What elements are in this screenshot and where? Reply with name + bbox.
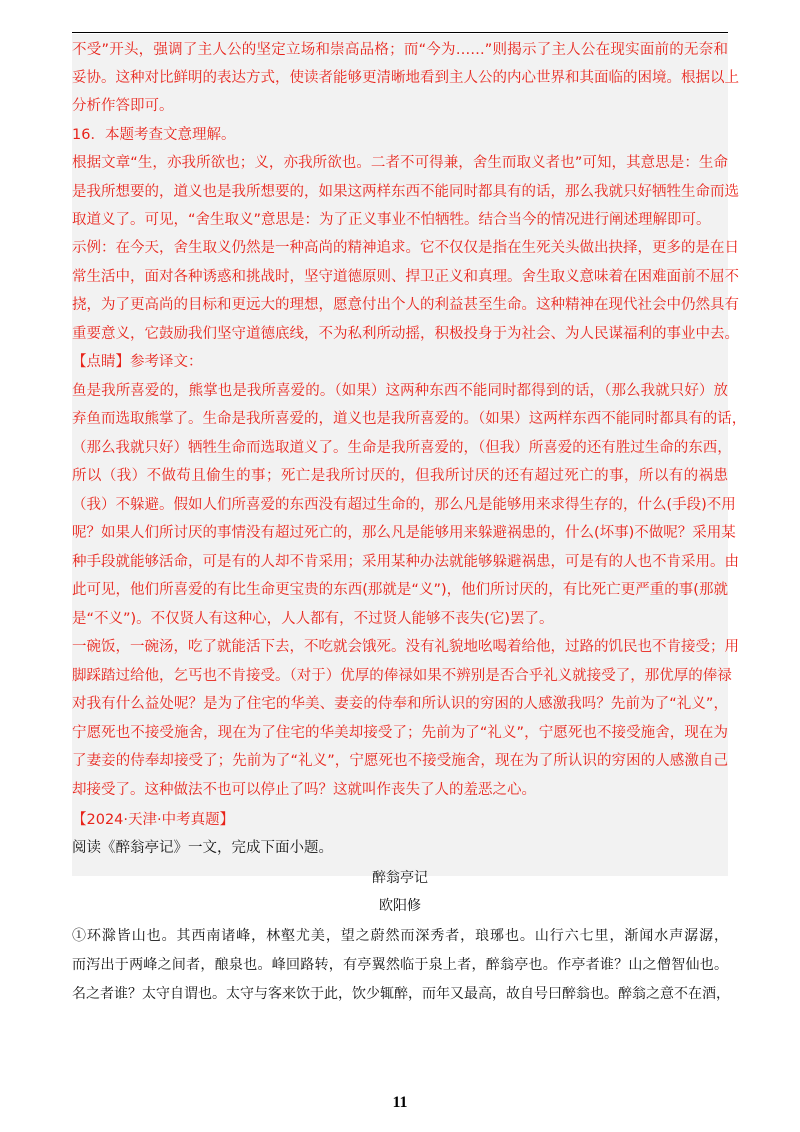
translation-line: 宁愿死也不接受施舍，现在为了住宅的华美却接受了；先前为了“礼义”，宁愿死也不接受施舍，现在为 [72,725,728,741]
essay-line: 而泻出于两峰之间者，酿泉也。峰回路转，有亭翼然临于泉上者，醉翁亭也。作亭者谁？山之僧智仙也。 [72,957,728,973]
essay-line: ①环滁皆山也。其西南诸峰，林壑尤美，望之蔚然而深秀者，琅琊也。山行六七里，渐闻水声潺潺， [72,928,728,944]
translation-line: 弃鱼而选取熊掌了。生命是我所喜爱的，道义也是我所喜爱的。（如果）这两样东西不能同时都具有的话， [72,411,747,427]
translation-line: 一碗饭，一碗汤，吃了就能活下去，不吃就会饿死。没有礼貌地吆喝着给他，过路的饥民也不肯接受；用 [72,639,739,655]
translation-line: 呢？如果人们所讨厌的事情没有超过死亡的，那么凡是能够用来躲避祸患的，什么(坏事)不做呢？采用某 [72,525,736,541]
essay-line: 名之者谁？太守自谓也。太守与客来饮于此，饮少辄醉，而年又最高，故自号曰醉翁也。醉翁之意不在酒， [72,986,730,1002]
source-tag: 【2024·天津·中考真题】 [72,812,235,828]
question-heading: 16．本题考查文意理解。 [72,127,236,143]
answer-line: 分析作答即可。 [72,98,174,114]
translation-line: 是“不义”)。不仅贤人有这种心，人人都有，不过贤人能够不丧失(它)罢了。 [72,611,554,627]
translation-line: 了妻妾的侍奉却接受了；先前为了“礼义”，宁愿死也不接受施舍，现在为了所认识的穷困的人感激自己 [72,753,728,769]
translation-line: 鱼是我所喜爱的，熊掌也是我所喜爱的。（如果）这两种东西不能同时都得到的话，（那么我就只好）放 [72,383,728,399]
answer-line: 重要意义，它鼓励我们坚守道德底线，不为私利所动摇，积极投身于为社会、为人民谋福利的事业中去。 [72,326,739,342]
answer-line: 不受”开头，强调了主人公的坚定立场和崇高品格；而“今为……”则揭示了主人公在现实面前的无奈和 [72,42,728,58]
answer-line: 是我所想要的，道义也是我所想要的，如果这两样东西不能同时都具有的话，那么我就只好牺牲生命而选 [72,184,739,200]
top-rule [72,32,728,33]
translation-line: 所以（我）不做苟且偷生的事；死亡是我所讨厌的，但我所讨厌的还有超过死亡的事，所以有的祸患 [72,468,728,484]
essay-title: 醉翁亭记 [372,870,428,886]
answer-line: 取道义了。可见，“舍生取义”意思是：为了正义事业不怕牺牲。结合当今的情况进行阐述理解即可。 [72,212,711,228]
dianjing-heading: 【点睛】参考译文： [72,354,203,370]
translation-line: 对我有什么益处呢？是为了住宅的华美、妻妾的侍奉和所认识的穷困的人感激我吗？先前为了“礼义”， [72,696,728,712]
page-number: 11 [392,1094,408,1111]
translation-line: 此可见，他们所喜爱的有比生命更宝贵的东西(那就是“义”)，他们所讨厌的，有比死亡更严重的事(那就 [72,582,728,598]
answer-line: 常生活中，面对各种诱惑和挑战时，坚守道德原则、捍卫正义和真理。舍生取义意味着在困难面前不屈不 [72,269,739,285]
translation-line: （那么我就只好）牺牲生命而选取道义了。生命是我所喜爱的，（但我）所喜爱的还有胜过生命的东西， [72,440,732,456]
translation-line: （我）不躲避。假如人们所喜爱的东西没有超过生命的，那么凡是能够用来求得生存的，什么(手段)不用 [72,497,736,513]
answer-line: 妥协。这种对比鲜明的表达方式，使读者能够更清晰地看到主人公的内心世界和其面临的困境。根据以上 [72,70,739,86]
answer-line: 示例：在今天，舍生取义仍然是一种高尚的精神追求。它不仅仅是指在生死关头做出抉择，更多的是在日 [72,240,739,256]
translation-line: 脚踩踏过给他，乞丐也不肯接受。（对于）优厚的俸禄如果不辨别是否合乎礼义就接受了，那优厚的俸禄 [72,668,732,684]
translation-line: 种手段就能够活命，可是有的人却不肯采用；采用某种办法就能够躲避祸患，可是有的人也不肯采用。由 [72,554,739,570]
answer-line: 挠，为了更高尚的目标和更远大的理想，愿意付出个人的利益甚至生命。这种精神在现代社会中仍然具有 [72,297,739,313]
essay-author: 欧阳修 [379,898,421,914]
answer-line: 根据文章“生，亦我所欲也；义，亦我所欲也。二者不可得兼，舍生而取义者也”可知，其意思是：生命 [72,155,728,171]
translation-line: 却接受了。这种做法不也可以停止了吗？这就叫作丧失了人的羞恶之心。 [72,782,536,798]
reading-instruction: 阅读《醉翁亭记》一文，完成下面小题。 [72,840,333,856]
